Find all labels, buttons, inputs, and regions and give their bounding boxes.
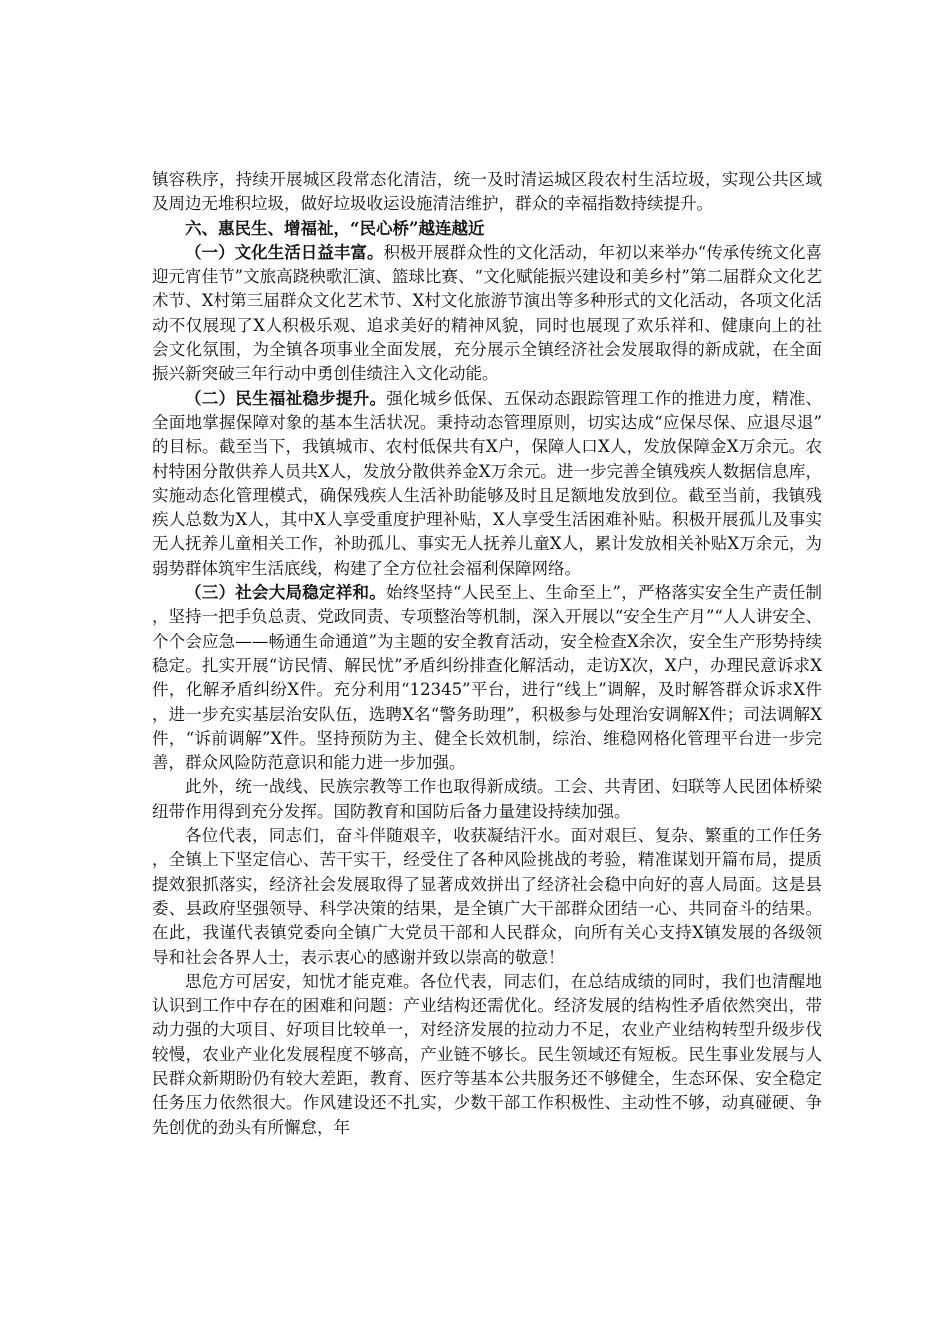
- paragraph-thanks: [152, 824, 822, 970]
- subsection-lead: （二）民生福祉稳步提升。: [185, 388, 387, 408]
- paragraph-text: 思危方可居安，知忧才能克难。各位代表，同志们，在总结成绩的同时，我们也清醒地认识到工作中存在的困难和问题：产业结构还需优化。经济发展的结构性矛盾依然突出，带动力强的大项目、好项目比较单一，对经济发展的拉动力不足，农业产业结构转型升级步伐较慢，农业产业化发展程度不够高，产业链不够长。民生领域还有短板。民生事业发展与人民群众新期盼仍有较大差距，教育、医疗等基本公共服务还不够健全，生态环保、安全稳定任务压力依然很大。作风建设还不扎实，少数干部工作积极性、主动性不够，动真碰硬、争先创优的劲头有所懈怠，年: [152, 971, 822, 1137]
- subsection-lead: （一）文化生活日益丰富。: [185, 242, 384, 262]
- subsection-welfare: [152, 387, 822, 581]
- paragraph-text: 积极开展群众性的文化活动，年初以来举办“传承传统文化喜迎元宵佳节”文旅高跷秧歌汇演、篮球比赛、“文化赋能振兴建设和美乡村”第二届群众文化艺术节、X村第三届群众文化艺术节、X村文化旅游节演出等多种形式的文化活动，各项文化活动不仅展现了X人积极乐观、追求美好的精神风貌，同时也展现了欢乐祥和、健康向上的社会文化氛围，为全镇各项事业全面发展，充分展示全镇经济社会发展取得的新成就，在全面振兴新突破三年行动中勇创佳绩注入文化动能。: [152, 242, 823, 384]
- subsection-stability: [152, 581, 822, 775]
- section-heading: [152, 217, 822, 241]
- paragraph-text: 镇容秩序，持续开展城区段常态化清洁，统一及时清运城区段农村生活垃圾，实现公共区域及周边无堆积垃圾，做好垃圾收运设施清洁维护，群众的幸福指数持续提升。: [152, 170, 822, 214]
- paragraph-other-work: [152, 775, 822, 824]
- document-body: [152, 168, 822, 1140]
- paragraph-continuation: [152, 168, 822, 217]
- section-heading-text: 六、惠民生、增福祉，“民心桥”越连越近: [185, 218, 485, 238]
- paragraph-text: 此外，统一战线、民族宗教等工作也取得新成绩。工会、共青团、妇联等人民团体桥梁纽带作用得到充分发挥。国防教育和国防后备力量建设持续加强。: [152, 777, 822, 821]
- paragraph-problems: [152, 970, 822, 1140]
- paragraph-text: 各位代表，同志们，奋斗伴随艰辛，收获凝结汗水。面对艰巨、复杂、繁重的工作任务，全镇上下坚定信心、苦干实干，经受住了各种风险挑战的考验，精准谋划开篇布局，提质提效狠抓落实，经济社会发展取得了显著成效拼出了经济社会稳中向好的喜人局面。这是县委、县政府坚强领导、科学决策的结果，是全镇广大干部群众团结一心、共同奋斗的结果。在此，我谨代表镇党委向全镇广大党员干部和人民群众，向所有关心支持X镇发展的各级领导和社会各界人士，表示衷心的感谢并致以崇高的敬意！: [152, 826, 822, 967]
- subsection-culture: [152, 241, 822, 387]
- paragraph-text: 始终坚持“人民至上、生命至上”，严格落实安全生产责任制，坚持一把手负总责、党政同责、专项整治等机制，深入开展以“安全生产月”“人人讲安全、个个会应急——畅通生命通道”为主题的安全教育活动，安全检查X余次，安全生产形势持续稳定。扎实开展“访民情、解民忧”矛盾纠纷排查化解活动，走访X次，X户，办理民意诉求X件，化解矛盾纠纷X件。充分利用“12345”平台，进行“线上”调解，及时解答群众诉求X件，进一步充实基层治安队伍，选聘X名“警务助理”，积极参与处理治安调解X件；司法调解X件，“诉前调解”X件。坚持预防为主、健全长效机制，综治、维稳网格化管理平台进一步完善，群众风险防范意识和能力进一步加强。: [152, 583, 823, 773]
- subsection-lead: （三）社会大局稳定祥和。: [185, 583, 387, 603]
- paragraph-text: 强化城乡低保、五保动态跟踪管理工作的推进力度，精准、全面地掌握保障对象的基本生活状况。秉持动态管理原则，切实达成“应保尽保、应退尽退”的目标。截至当下，我镇城市、农村低保共有X户，保障人口X人，发放保障金X万余元。农村特困分散供养人员共X人，发放分散供养金X万余元。进一步完善全镇残疾人数据信息库，实施动态化管理模式，确保残疾人生活补助能够及时且足额地发放到位。截至当前，我镇残疾人总数为X人，其中X人享受重度护理补贴，X人享受生活困难补贴。积极开展孤儿及事实无人抚养儿童相关工作，补助孤儿、事实无人抚养儿童X人，累计发放相关补贴X万余元，为弱势群体筑牢生活底线，构建了全方位社会福利保障网络。: [152, 388, 823, 578]
